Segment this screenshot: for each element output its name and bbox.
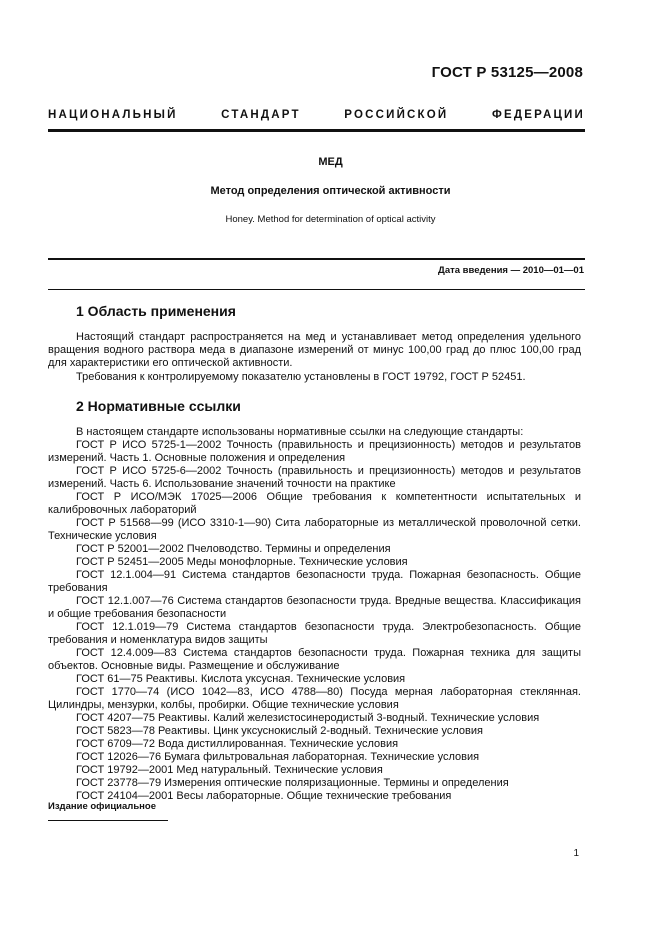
reference-item: ГОСТ 24104—2001 Весы лабораторные. Общие технические требования <box>76 790 452 802</box>
reference-item: ГОСТ 6709—72 Вода дистиллированная. Технические условия <box>76 738 399 750</box>
document-subject: МЕД <box>318 156 343 168</box>
header-divider <box>48 129 585 132</box>
reference-item: ГОСТ 5823—78 Реактивы. Цинк уксуснокислый 2-водный. Технические условия <box>76 725 483 737</box>
reference-item: ГОСТ Р ИСО 5725-6—2002 Точность (правильность и прецизионность) методов и результатов измерений. Часть 6. Использование значений точности на практике <box>48 465 581 490</box>
reference-item: ГОСТ 12026—76 Бумага фильтровальная лабораторная. Технические условия <box>76 751 480 763</box>
introduction-date: Дата введения — 2010—01—01 <box>438 265 584 276</box>
reference-item: ГОСТ Р 52001—2002 Пчеловодство. Термины и определения <box>76 543 391 555</box>
date-divider <box>48 289 585 290</box>
section-1-paragraph: Требования к контролируемому показателю установлены в ГОСТ 19792, ГОСТ Р 52451. <box>76 371 526 383</box>
footer-divider <box>48 820 168 821</box>
edition-note: Издание официальное <box>48 801 156 812</box>
page-number: 1 <box>573 848 579 859</box>
reference-item: ГОСТ 12.1.004—91 Система стандартов безопасности труда. Пожарная безопасность. Общие требования <box>48 569 581 594</box>
reference-item: ГОСТ 1770—74 (ИСО 1042—83, ИСО 4788—80) Посуда мерная лабораторная стеклянная. Цилиндры, мензурки, колбы, пробирки. Общие технические условия <box>48 686 581 711</box>
normative-references-list <box>48 439 581 803</box>
reference-item: ГОСТ 12.4.009—83 Система стандартов безопасности труда. Пожарная техника для защиты объектов. Основные виды. Размещение и обслуживание <box>48 647 581 672</box>
document-title-english: Honey. Method for determination of optical activity <box>225 214 436 225</box>
reference-item: ГОСТ 23778—79 Измерения оптические поляризационные. Термины и определения <box>76 777 509 789</box>
reference-item: ГОСТ 4207—75 Реактивы. Калий железистосинеродистый 3-водный. Технические условия <box>76 712 540 724</box>
title-divider <box>48 258 585 260</box>
reference-item: ГОСТ Р ИСО/МЭК 17025—2006 Общие требования к компетентности испытательных и калибровочных лабораторий <box>48 491 581 516</box>
section-1-paragraph: Настоящий стандарт распространяется на мед и устанавливает метод определения удельного вращения водного раствора меда в диапазоне измерений от минус 100,00 град до плюс 100,00 град для характеристики его оптической активности. <box>48 331 581 369</box>
reference-item: ГОСТ Р 52451—2005 Меды монофлорные. Технические условия <box>76 556 408 568</box>
reference-item: ГОСТ 12.1.019—79 Система стандартов безопасности труда. Электробезопасность. Общие требования и номенклатура видов защиты <box>48 621 581 646</box>
section-2-title: 2 Нормативные ссылки <box>76 398 241 414</box>
reference-item: ГОСТ 19792—2001 Мед натуральный. Технические условия <box>76 764 383 776</box>
national-standard-title: НАЦИОНАЛЬНЫЙ СТАНДАРТ РОССИЙСКОЙ ФЕДЕРАЦИИ <box>48 109 585 121</box>
reference-item: ГОСТ Р 51568—99 (ИСО 3310-1—90) Сита лабораторные из металлической проволочной сетки. Технические условия <box>48 517 581 542</box>
reference-item: ГОСТ 12.1.007—76 Система стандартов безопасности труда. Вредные вещества. Классификация и общие требования безопасности <box>48 595 581 620</box>
reference-item: ГОСТ Р ИСО 5725-1—2002 Точность (правильность и прецизионность) методов и результатов измерений. Часть 1. Основные положения и определения <box>48 439 581 464</box>
document-title: Метод определения оптической активности <box>210 185 451 197</box>
section-2-intro: В настоящем стандарте использованы нормативные ссылки на следующие стандарты: <box>76 426 524 438</box>
reference-item: ГОСТ 61—75 Реактивы. Кислота уксусная. Технические условия <box>76 673 406 685</box>
document-id: ГОСТ Р 53125—2008 <box>431 64 583 81</box>
section-1-title: 1 Область применения <box>76 303 236 319</box>
